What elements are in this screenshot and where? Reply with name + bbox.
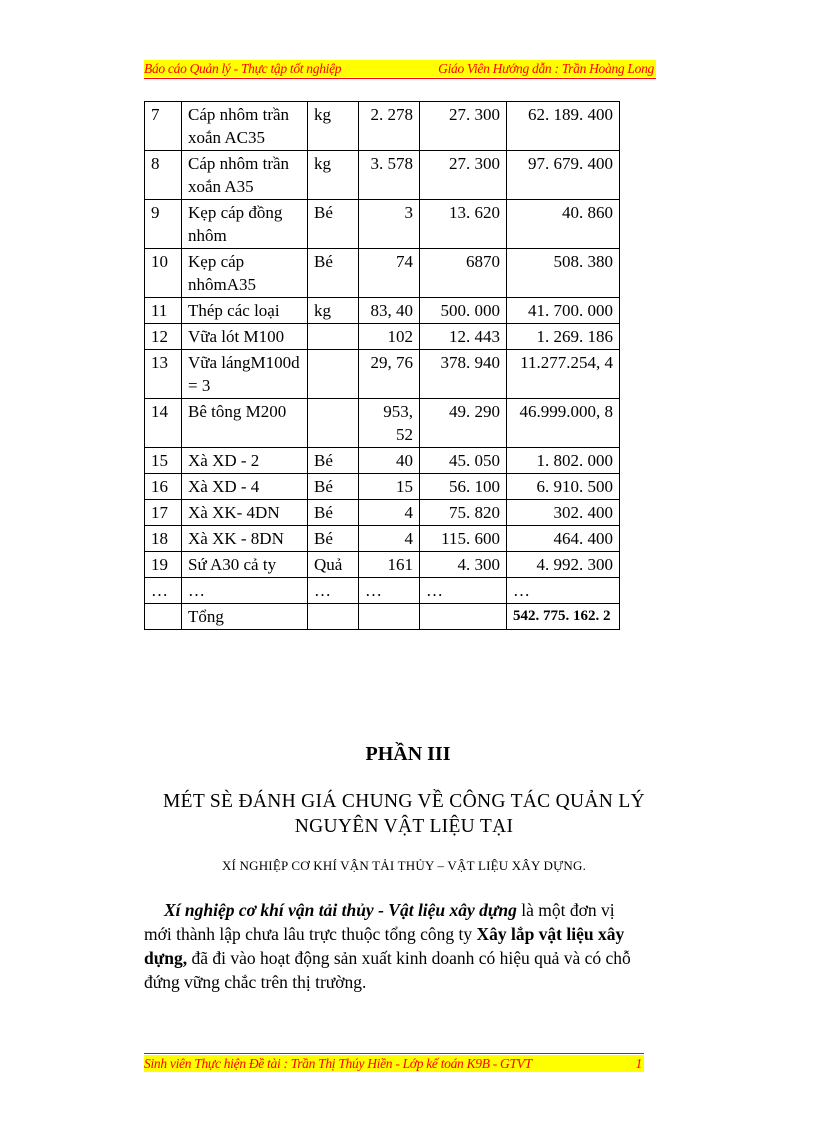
table-row [145,151,620,200]
table-cell: 12. 443 [420,324,507,350]
table-cell: 75. 820 [420,500,507,526]
header-right-text: Giáo Viên Hướng dẫn : Trần Hoàng Long [438,61,654,76]
table-row [145,552,620,578]
table-cell: 12 [145,324,182,350]
table-cell: 6. 910. 500 [507,474,620,500]
table-cell: Cáp nhôm trần xoắn AC35 [182,102,308,151]
table-cell: 953, 52 [359,399,420,448]
table-cell: 83, 40 [359,298,420,324]
table-cell: 6870 [420,249,507,298]
table-cell: 378. 940 [420,350,507,399]
materials-table [144,101,620,630]
table-cell: Xà XK - 8DN [182,526,308,552]
table-row [145,102,620,151]
table-cell: 13 [145,350,182,399]
table-cell: 1. 802. 000 [507,448,620,474]
table-cell: 16 [145,474,182,500]
table-cell: 3. 578 [359,151,420,200]
table-cell: … [308,578,359,604]
paragraph-text-1: là một đơn vị mới thành lập chưa lâu trực thuộc tổng công ty [144,900,615,944]
table-cell: … [359,578,420,604]
table-cell: 46.999.000, 8 [507,399,620,448]
table-cell: Xà XD - 2 [182,448,308,474]
table-cell: 29, 76 [359,350,420,399]
table-cell: 40. 860 [507,200,620,249]
table-cell: Quả [308,552,359,578]
footer-left-text: Sinh viên Thực hiện Đề tài : Trần Thị Thúy Hiền - Lớp kế toán K9B - GTVT [144,1056,532,1071]
table-cell: kg [308,151,359,200]
paragraph-text-2: đã đi vào hoạt động sản xuất kinh doanh có hiệu quả và có chỗ đứng vững chắc trên thị trường. [144,948,631,992]
table-cell: … [507,578,620,604]
intro-paragraph [144,898,644,994]
table-cell: 62. 189. 400 [507,102,620,151]
table-cell: 41. 700. 000 [507,298,620,324]
table-cell: Bé [308,474,359,500]
table-cell: 13. 620 [420,200,507,249]
section-title: MÉT SÈ ĐÁNH GIÁ CHUNG VỀ CÔNG TÁC QUẢN LÝ NGUYÊN VẬT LIỆU TẠI [163,791,645,837]
table-cell: Bé [308,526,359,552]
table-total-row [145,604,620,630]
table-cell: Xà XD - 4 [182,474,308,500]
table-cell [308,324,359,350]
table-cell: 500. 000 [420,298,507,324]
table-cell: 2. 278 [359,102,420,151]
table-cell: 9 [145,200,182,249]
table-row [145,324,620,350]
table-row [145,500,620,526]
table-cell: 18 [145,526,182,552]
page-footer [144,1055,644,1072]
table-cell: Bé [308,249,359,298]
table-cell: … [145,578,182,604]
table-row [145,578,620,604]
table-cell: 15 [359,474,420,500]
table-cell: 464. 400 [507,526,620,552]
table-cell: Bê tông M200 [182,399,308,448]
table-cell [145,604,182,630]
table-cell: 115. 600 [420,526,507,552]
table-cell: 97. 679. 400 [507,151,620,200]
table-cell: Kẹp cáp đồng nhôm [182,200,308,249]
company-name: Xí nghiệp cơ khí vận tải thủy - Vật liệu xây dựng [164,900,517,920]
table-cell: 7 [145,102,182,151]
table-cell: … [182,578,308,604]
table-cell: Bé [308,200,359,249]
part-heading: PHẦN III [365,743,451,765]
table-cell: 27. 300 [420,151,507,200]
total-label: Tổng [182,604,308,630]
table-cell: Sứ A30 cả ty [182,552,308,578]
table-cell: Cáp nhôm trần xoắn A35 [182,151,308,200]
table-row [145,249,620,298]
table-cell: Bé [308,448,359,474]
table-cell: Vữa lót M100 [182,324,308,350]
table-row [145,399,620,448]
table-cell [308,604,359,630]
table-cell: 508. 380 [507,249,620,298]
footer-rule [144,1053,644,1054]
total-value: 542. 775. 162. 2 [507,604,620,630]
table-cell: 49. 290 [420,399,507,448]
table-cell: … [420,578,507,604]
section-subtitle: XÍ NGHIỆP CƠ KHÍ VẬN TẢI THỦY – VẬT LIỆU XÂY DỰNG. [221,858,587,873]
header-rule [144,78,656,79]
table-cell: 302. 400 [507,500,620,526]
table-cell: 161 [359,552,420,578]
table-cell: 27. 300 [420,102,507,151]
table-cell: Bé [308,500,359,526]
header-left-text: Báo cáo Quản lý - Thực tập tốt nghiệp [144,61,342,76]
table-cell [359,604,420,630]
table-cell: 1. 269. 186 [507,324,620,350]
table-cell: 17 [145,500,182,526]
table-cell: 11 [145,298,182,324]
table-row [145,298,620,324]
table-cell: 19 [145,552,182,578]
table-cell: 15 [145,448,182,474]
page-header [144,60,656,77]
page-number: 1 [635,1056,642,1071]
table-cell: Xà XK- 4DN [182,500,308,526]
table-cell: kg [308,102,359,151]
table-cell [420,604,507,630]
table-cell: 10 [145,249,182,298]
table-cell: 4. 992. 300 [507,552,620,578]
table-cell: 40 [359,448,420,474]
table-cell [308,350,359,399]
table-row [145,448,620,474]
table-cell: 4 [359,500,420,526]
table-cell: 11.277.254, 4 [507,350,620,399]
table-cell: Kẹp cáp nhômA35 [182,249,308,298]
table-cell: 4. 300 [420,552,507,578]
table-cell: Thép các loại [182,298,308,324]
table-cell: 45. 050 [420,448,507,474]
table-cell: kg [308,298,359,324]
table-cell: 3 [359,200,420,249]
table-row [145,200,620,249]
table-cell: 56. 100 [420,474,507,500]
table-cell: Vữa lángM100d = 3 [182,350,308,399]
table-cell: 8 [145,151,182,200]
table-row [145,526,620,552]
table-cell: 74 [359,249,420,298]
table-cell: 14 [145,399,182,448]
table-cell [308,399,359,448]
table-row [145,474,620,500]
parent-company-name: Xây lắp vật liệu xây dựng, [144,924,625,968]
table-cell: 102 [359,324,420,350]
table-row [145,350,620,399]
table-cell: 4 [359,526,420,552]
